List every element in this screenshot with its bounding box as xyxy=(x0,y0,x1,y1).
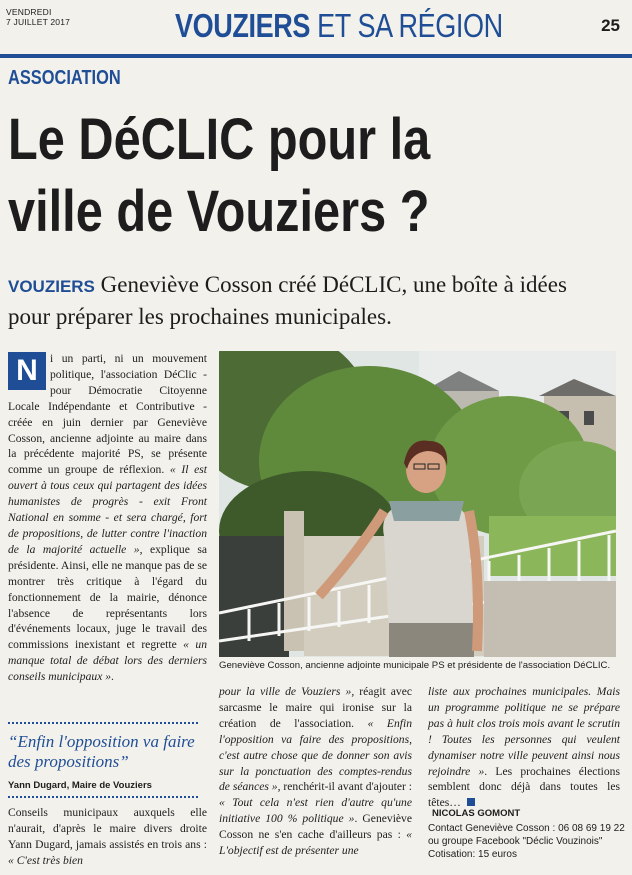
col1-text-c: Conseils municipaux auxquels elle n'aurait, d'après le maire divers droite Yann Dugard, jamais assistés en trois ans : xyxy=(8,806,207,851)
edition-date xyxy=(6,7,70,27)
contact-facebook: ou groupe Facebook "Déclic Vouzinois" xyxy=(428,836,603,847)
col2-text-a: , réagit avec sarcasme le maire qui ironise sur la création de l'association. xyxy=(219,685,412,730)
contact-box xyxy=(428,822,628,861)
article-column-1 xyxy=(8,351,207,685)
pull-quote-credit: Yann Dugard, Maire de Vouziers xyxy=(8,780,152,791)
edition-day: VENDREDI xyxy=(6,7,52,17)
pull-quote-divider xyxy=(8,722,198,724)
contact-fee: Cotisation: 15 euros xyxy=(428,849,517,860)
end-mark-icon xyxy=(467,798,475,806)
col2-quote-3: « Tout cela n'est rien d'autre qu'une initiative 100 % politique » xyxy=(219,796,412,826)
col3-text-a: . Les prochaines élections semblent donc déjà dans toutes les têtes… xyxy=(428,764,620,810)
article-kicker: ASSOCIATION xyxy=(8,67,121,89)
article-photo xyxy=(219,351,616,657)
header-rule xyxy=(0,54,632,58)
col2-quote-4: « L'objectif est de présenter une xyxy=(219,828,412,858)
col1-quote-2: « un manque total de débat lors des derniers conseils municipaux » xyxy=(8,638,207,684)
col2-text-b: , renchérit-il avant d'ajouter : xyxy=(277,780,412,794)
pull-quote-divider-bottom xyxy=(8,796,198,798)
section-title-light: ET SA RÉGION xyxy=(317,7,503,44)
col1-quote: « Il est ouvert à tous ceux qui partagent des idées humanistes de progrès - exit Front National en somme - et sera chargé, fort de propositions, de lutter contre l'inaction de la majorité actuelle » xyxy=(8,463,208,556)
section-title xyxy=(175,6,503,46)
pull-quote-box xyxy=(8,722,198,798)
col2-quote: pour la ville de Vouziers » xyxy=(219,685,352,698)
col1-end: . xyxy=(111,670,114,684)
headline-line-2: ville de Vouziers ? xyxy=(8,179,430,244)
col1-text-b: , explique sa présidente. Ainsi, elle ne manque pas de se montrer très critique à l'égard du fonctionnement de la mairie, dénonce l'absence de représentants lors d'événements locaux, juge le travail des commissions inexistant et regrette xyxy=(8,542,207,652)
col2-text-c: . Geneviève Cosson ne s'en cache d'ailleurs pas : xyxy=(219,812,412,842)
contact-phone: Contact Geneviève Cosson : 06 08 69 19 22 xyxy=(428,823,625,834)
article-author: NICOLAS GOMONT xyxy=(432,808,521,819)
col1-quote-3: « C'est très bien xyxy=(8,853,83,867)
edition-date-text: 7 JUILLET 2017 xyxy=(6,17,71,27)
article-column-2 xyxy=(219,684,412,859)
page-number: 25 xyxy=(601,16,620,35)
photo-caption: Geneviève Cosson, ancienne adjointe municipale PS et présidente de l'association DéCLIC. xyxy=(219,660,611,671)
drop-cap: N xyxy=(8,352,46,390)
article-lead xyxy=(8,270,608,332)
col2-quote-2: « Enfin l'opposition va faire des propositions, c'est autre chose que de donner son avis sur la ponctuation des comptes-rendus de séances » xyxy=(219,716,412,794)
col1-text-a: i un parti, ni un mouvement politique, l'association DéClic - pour Démocratie Citoyenne Locale Indépendante et Contributive - créée en juin dernier par Geneviève Cosson, ancienne adjointe au maire dans la précédente majorité PS, se présente comme un groupe de réflexion. xyxy=(8,352,207,477)
article-headline xyxy=(8,104,520,248)
article-column-3 xyxy=(428,684,620,811)
lead-location: VOUZIERS xyxy=(8,277,95,296)
article-column-1-continued xyxy=(8,805,207,869)
section-title-bold: VOUZIERS xyxy=(175,7,311,44)
lead-text: Geneviève Cosson créé DéCLIC, une boîte à idées pour préparer les prochaines municipales. xyxy=(8,272,567,329)
headline-line-1: Le DéCLIC pour la xyxy=(8,107,431,172)
pull-quote: “Enfin l'opposition va faire des propositions” xyxy=(8,732,195,771)
col3-quote: liste aux prochaines municipales. Mais un programme politique ne se prépare pas à huit clos trois mois avant le scrutin ! Toutes les personnes qui veulent dynamiser notre ville peuvent ainsi nous rejoindre » xyxy=(428,685,620,778)
photo-woman-on-bridge xyxy=(219,351,616,657)
